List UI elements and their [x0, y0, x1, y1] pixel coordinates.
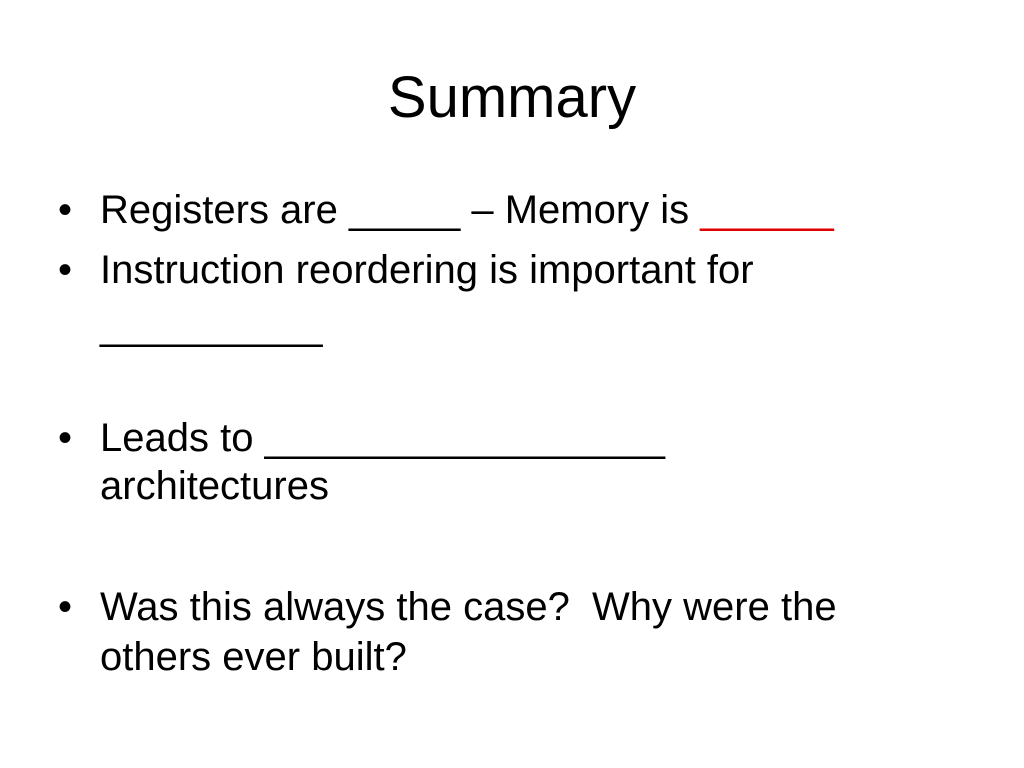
bullet-dot-icon: •: [58, 416, 73, 460]
bullet-dot-icon: •: [58, 248, 73, 292]
bullet-text-prefix: Registers are _____ – Memory is: [100, 188, 701, 232]
bullet-dot-icon: •: [58, 188, 73, 232]
bullet-text-line-2: __________: [100, 304, 323, 348]
red-blank: ______: [700, 188, 834, 232]
bullet-text-line-2: architectures: [100, 464, 329, 508]
bullet-text: [100, 184, 834, 236]
slide-title: Summary: [387, 65, 637, 130]
bullet-text-line-1: Leads to __________________: [100, 416, 665, 460]
bullet-text-line-1: Was this always the case? Why were the: [100, 585, 837, 629]
bullet-text-line-1: Instruction reordering is important for: [100, 248, 754, 292]
bullet-dot-icon: •: [58, 585, 73, 629]
bullet-text-line-2: others ever built?: [100, 635, 407, 679]
